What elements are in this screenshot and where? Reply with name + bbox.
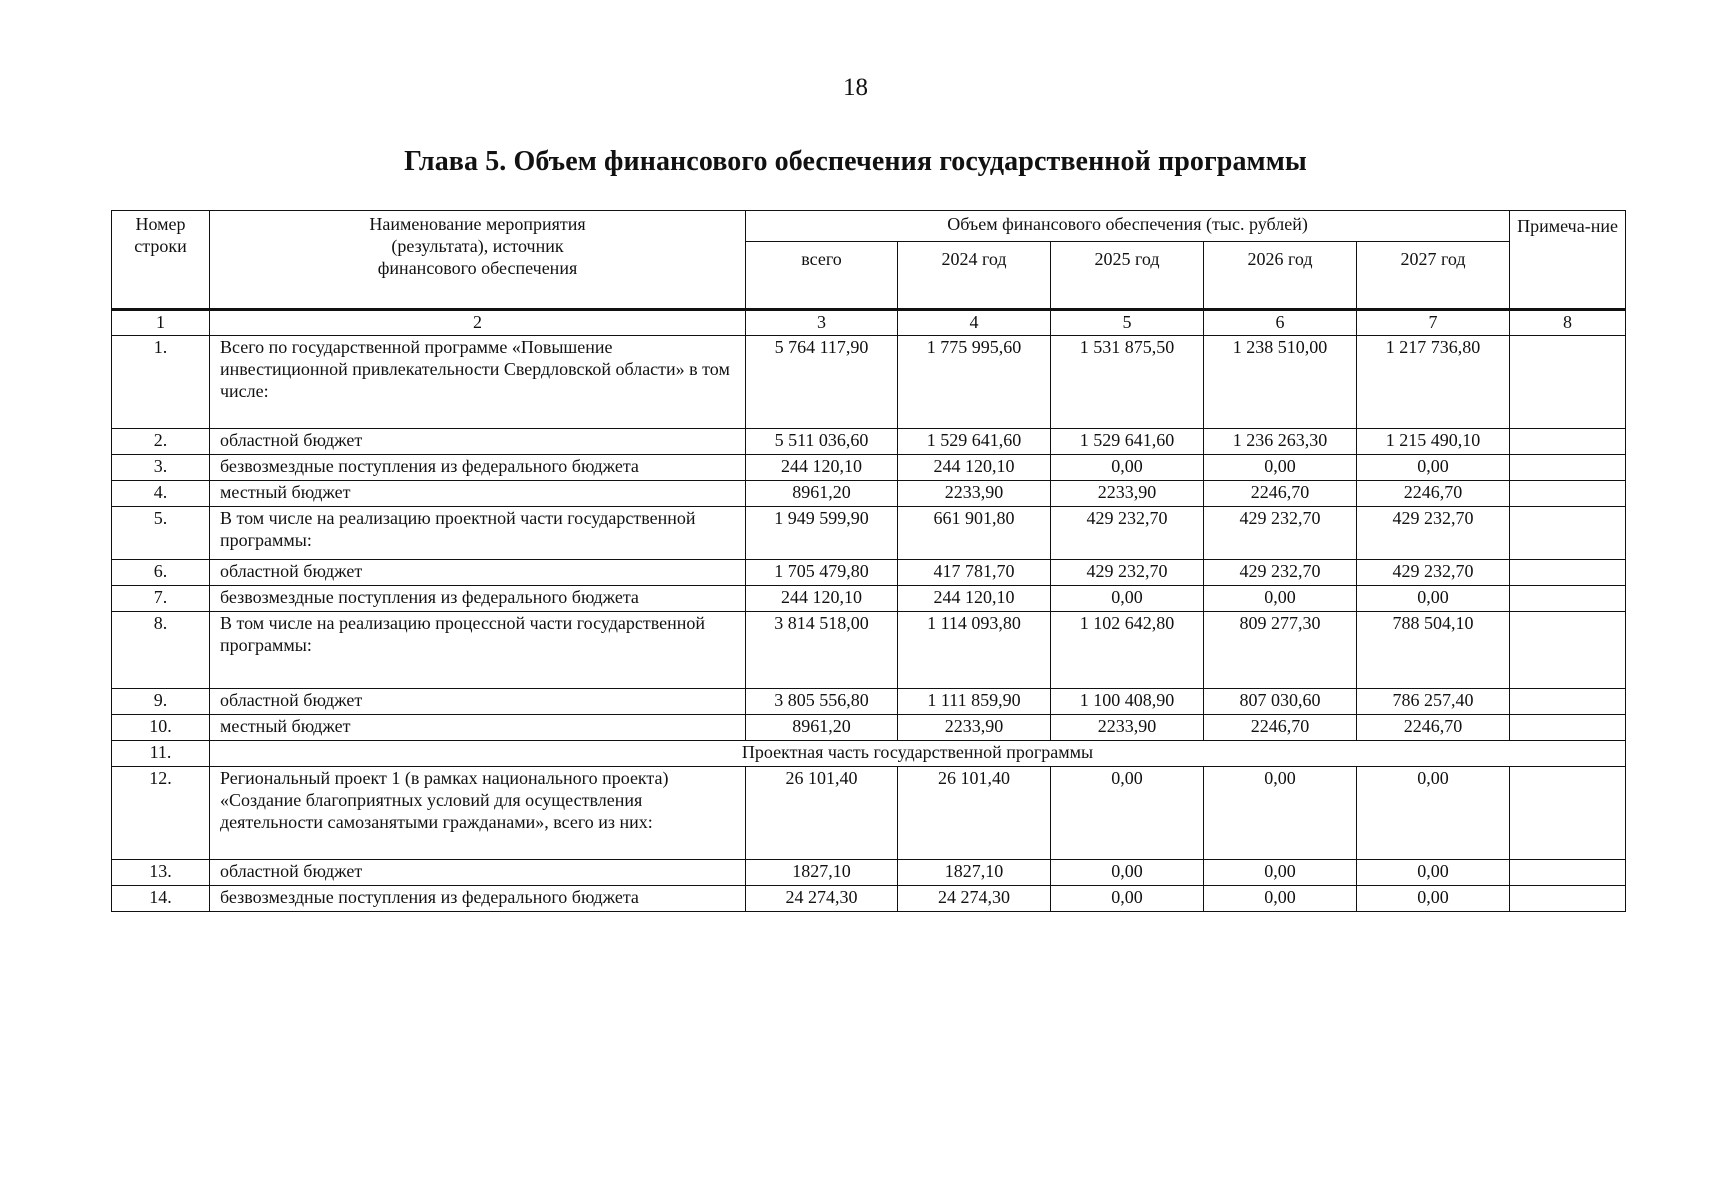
row-name-cell: В том числе на реализацию процессной части государственной программы:	[210, 612, 746, 689]
year-2027-cell: 0,00	[1357, 886, 1510, 912]
year-2025-cell: 0,00	[1051, 455, 1204, 481]
column-number: 3	[746, 310, 898, 336]
row-number-cell: 10.	[112, 715, 210, 741]
year-2027-cell: 788 504,10	[1357, 612, 1510, 689]
year-2026-cell: 1 236 263,30	[1204, 429, 1357, 455]
row-number-cell: 9.	[112, 689, 210, 715]
financing-table	[111, 210, 1626, 912]
table-row	[112, 741, 1626, 767]
year-2027-cell: 429 232,70	[1357, 560, 1510, 586]
row-number-cell: 6.	[112, 560, 210, 586]
table-row	[112, 767, 1626, 860]
year-2026-cell: 1 238 510,00	[1204, 336, 1357, 429]
total-cell: 3 805 556,80	[746, 689, 898, 715]
note-cell	[1510, 455, 1626, 481]
year-2024-cell: 244 120,10	[898, 455, 1051, 481]
year-2027-cell: 2246,70	[1357, 481, 1510, 507]
note-cell	[1510, 429, 1626, 455]
year-2025-cell: 1 102 642,80	[1051, 612, 1204, 689]
year-2026-cell: 809 277,30	[1204, 612, 1357, 689]
year-2025-cell: 0,00	[1051, 586, 1204, 612]
column-number: 2	[210, 310, 746, 336]
header-2025: 2025 год	[1051, 242, 1204, 310]
table-row	[112, 455, 1626, 481]
note-cell	[1510, 481, 1626, 507]
note-cell	[1510, 886, 1626, 912]
header-total: всего	[746, 242, 898, 310]
row-name-cell: безвозмездные поступления из федерального бюджета	[210, 455, 746, 481]
year-2025-cell: 0,00	[1051, 886, 1204, 912]
row-name-cell: В том числе на реализацию проектной части государственной программы:	[210, 507, 746, 560]
header-2027: 2027 год	[1357, 242, 1510, 310]
note-cell	[1510, 560, 1626, 586]
year-2024-cell: 26 101,40	[898, 767, 1051, 860]
year-2027-cell: 429 232,70	[1357, 507, 1510, 560]
year-2027-cell: 1 215 490,10	[1357, 429, 1510, 455]
row-name-cell: областной бюджет	[210, 429, 746, 455]
header-row-number: Номер строки	[112, 211, 210, 310]
table-row	[112, 586, 1626, 612]
year-2027-cell: 786 257,40	[1357, 689, 1510, 715]
row-name-cell: областной бюджет	[210, 560, 746, 586]
year-2026-cell: 2246,70	[1204, 481, 1357, 507]
total-cell: 1 705 479,80	[746, 560, 898, 586]
year-2027-cell: 1 217 736,80	[1357, 336, 1510, 429]
note-cell	[1510, 689, 1626, 715]
column-number: 6	[1204, 310, 1357, 336]
note-cell	[1510, 336, 1626, 429]
year-2024-cell: 417 781,70	[898, 560, 1051, 586]
table-row	[112, 481, 1626, 507]
year-2026-cell: 0,00	[1204, 767, 1357, 860]
year-2024-cell: 244 120,10	[898, 586, 1051, 612]
page-number: 18	[843, 74, 868, 101]
row-number-cell: 11.	[112, 741, 210, 767]
note-cell	[1510, 715, 1626, 741]
row-number-cell: 5.	[112, 507, 210, 560]
table-row	[112, 507, 1626, 560]
column-number: 1	[112, 310, 210, 336]
column-number: 8	[1510, 310, 1626, 336]
year-2024-cell: 24 274,30	[898, 886, 1051, 912]
table-row	[112, 689, 1626, 715]
total-cell: 8961,20	[746, 715, 898, 741]
year-2025-cell: 429 232,70	[1051, 507, 1204, 560]
header-2026: 2026 год	[1204, 242, 1357, 310]
year-2027-cell: 0,00	[1357, 860, 1510, 886]
year-2026-cell: 429 232,70	[1204, 560, 1357, 586]
year-2025-cell: 2233,90	[1051, 481, 1204, 507]
year-2025-cell: 2233,90	[1051, 715, 1204, 741]
year-2024-cell: 1827,10	[898, 860, 1051, 886]
year-2027-cell: 0,00	[1357, 586, 1510, 612]
year-2027-cell: 0,00	[1357, 767, 1510, 860]
year-2024-cell: 2233,90	[898, 481, 1051, 507]
year-2024-cell: 1 111 859,90	[898, 689, 1051, 715]
year-2025-cell: 1 531 875,50	[1051, 336, 1204, 429]
row-name-cell: безвозмездные поступления из федерального бюджета	[210, 886, 746, 912]
row-number-cell: 13.	[112, 860, 210, 886]
table-body	[112, 211, 1626, 912]
year-2027-cell: 0,00	[1357, 455, 1510, 481]
row-name-cell: областной бюджет	[210, 860, 746, 886]
year-2026-cell: 429 232,70	[1204, 507, 1357, 560]
note-cell	[1510, 507, 1626, 560]
column-number: 4	[898, 310, 1051, 336]
row-number-cell: 8.	[112, 612, 210, 689]
note-cell	[1510, 586, 1626, 612]
table-row	[112, 560, 1626, 586]
year-2026-cell: 2246,70	[1204, 715, 1357, 741]
year-2026-cell: 0,00	[1204, 586, 1357, 612]
note-cell	[1510, 767, 1626, 860]
row-name-cell: Всего по государственной программе «Повышение инвестиционной привлекательности Свердловской области» в том числе:	[210, 336, 746, 429]
table-row	[112, 336, 1626, 429]
year-2024-cell: 1 529 641,60	[898, 429, 1051, 455]
row-name-cell: безвозмездные поступления из федерального бюджета	[210, 586, 746, 612]
year-2026-cell: 0,00	[1204, 860, 1357, 886]
total-cell: 5 511 036,60	[746, 429, 898, 455]
total-cell: 8961,20	[746, 481, 898, 507]
year-2024-cell: 2233,90	[898, 715, 1051, 741]
year-2025-cell: 429 232,70	[1051, 560, 1204, 586]
year-2025-cell: 0,00	[1051, 767, 1204, 860]
column-number: 7	[1357, 310, 1510, 336]
year-2025-cell: 1 529 641,60	[1051, 429, 1204, 455]
year-2025-cell: 0,00	[1051, 860, 1204, 886]
total-cell: 1827,10	[746, 860, 898, 886]
document-title: Глава 5. Объем финансового обеспечения государственной программы	[404, 146, 1307, 177]
table-row	[112, 715, 1626, 741]
row-name-cell: областной бюджет	[210, 689, 746, 715]
note-cell	[1510, 612, 1626, 689]
year-2024-cell: 1 114 093,80	[898, 612, 1051, 689]
header-2024: 2024 год	[898, 242, 1051, 310]
section-title-cell: Проектная часть государственной программы	[210, 741, 1626, 767]
year-2024-cell: 661 901,80	[898, 507, 1051, 560]
total-cell: 26 101,40	[746, 767, 898, 860]
table-row	[112, 860, 1626, 886]
total-cell: 24 274,30	[746, 886, 898, 912]
header-name: Наименование мероприятия (результата), источник финансового обеспечения	[210, 211, 746, 310]
total-cell: 244 120,10	[746, 586, 898, 612]
row-name-cell: местный бюджет	[210, 481, 746, 507]
header-note: Примеча-ние	[1510, 211, 1626, 310]
row-number-cell: 7.	[112, 586, 210, 612]
total-cell: 5 764 117,90	[746, 336, 898, 429]
row-number-cell: 2.	[112, 429, 210, 455]
table-row	[112, 886, 1626, 912]
table-row	[112, 429, 1626, 455]
year-2026-cell: 0,00	[1204, 886, 1357, 912]
total-cell: 1 949 599,90	[746, 507, 898, 560]
row-name-cell: Региональный проект 1 (в рамках национального проекта) «Создание благоприятных условий для осуществления деятельности самозанятыми гражданами», всего из них:	[210, 767, 746, 860]
row-name-cell: местный бюджет	[210, 715, 746, 741]
row-number-cell: 12.	[112, 767, 210, 860]
year-2027-cell: 2246,70	[1357, 715, 1510, 741]
table-row	[112, 612, 1626, 689]
header-volume-group: Объем финансового обеспечения (тыс. рублей)	[746, 211, 1510, 242]
year-2024-cell: 1 775 995,60	[898, 336, 1051, 429]
year-2025-cell: 1 100 408,90	[1051, 689, 1204, 715]
row-number-cell: 3.	[112, 455, 210, 481]
column-number: 5	[1051, 310, 1204, 336]
row-number-cell: 4.	[112, 481, 210, 507]
year-2026-cell: 807 030,60	[1204, 689, 1357, 715]
header-row-top	[112, 211, 1626, 242]
column-numbers-row	[112, 310, 1626, 336]
note-cell	[1510, 860, 1626, 886]
total-cell: 3 814 518,00	[746, 612, 898, 689]
row-number-cell: 1.	[112, 336, 210, 429]
row-number-cell: 14.	[112, 886, 210, 912]
total-cell: 244 120,10	[746, 455, 898, 481]
year-2026-cell: 0,00	[1204, 455, 1357, 481]
